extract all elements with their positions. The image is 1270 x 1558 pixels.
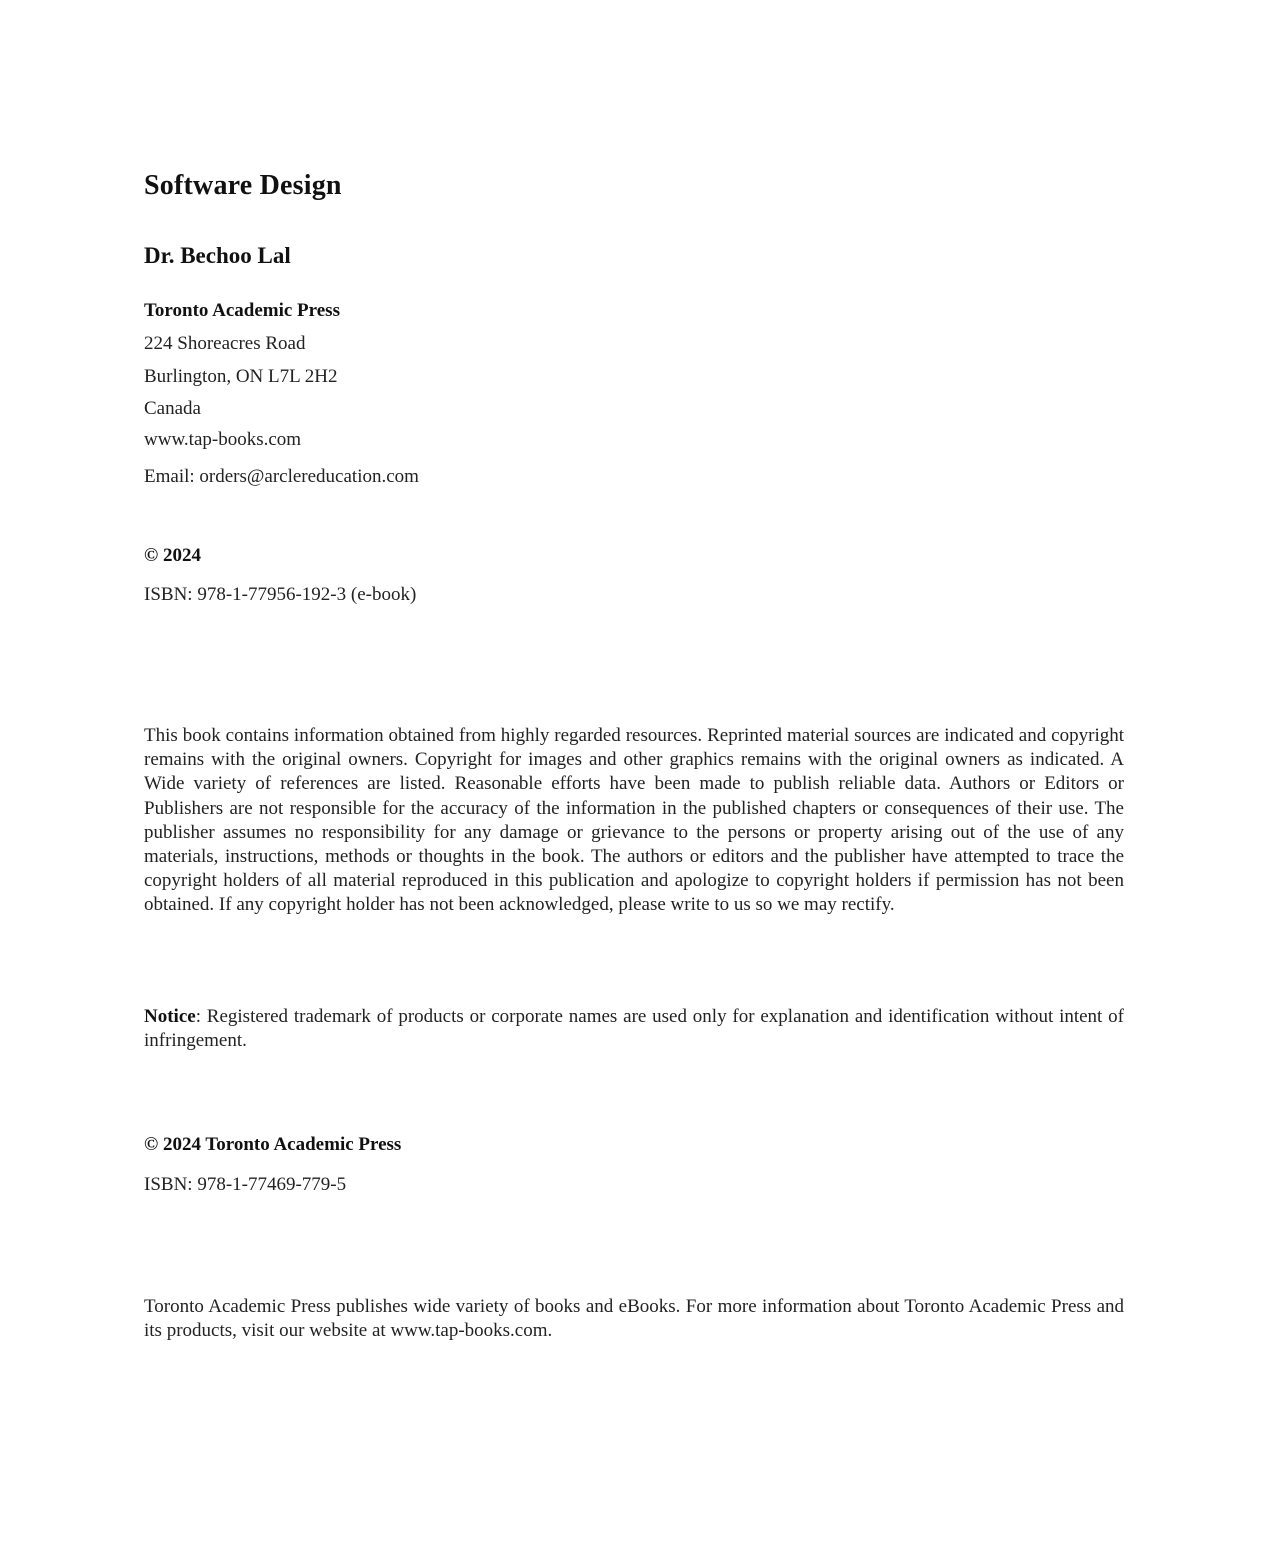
- book-title: Software Design: [144, 170, 342, 201]
- notice-label: Notice: [144, 1006, 196, 1027]
- ebook-copyright: © 2024: [144, 545, 201, 566]
- about-paragraph: Toronto Academic Press publishes wide variety of books and eBooks. For more information about Toronto Academic Press and its products, visit our website at www.tap-books.com.: [144, 1296, 1124, 1342]
- publisher-email: Email: orders@arclereducation.com: [144, 466, 419, 487]
- publisher-country: Canada: [144, 398, 201, 419]
- publisher-address-line1: 224 Shoreacres Road: [144, 333, 306, 354]
- print-copyright: © 2024 Toronto Academic Press: [144, 1134, 402, 1155]
- publisher-website: www.tap-books.com: [144, 429, 302, 450]
- disclaimer-paragraph: This book contains information obtained from highly regarded resources. Reprinted material sources are indicated and copyright remains with the original owners. Copyright for images and other graphics remains with the original owners as indicated. A Wide variety of references are listed. Reasonable efforts have been made to publish reliable data. Authors or Editors or Publishers are not responsible for the accuracy of the information in the published chapters or consequences of their use. The publisher assumes no responsibility for any damage or grievance to the persons or property arising out of the use of any materials, instructions, methods or thoughts in the book. The authors or editors and the publisher have attempted to trace the copyright holders of all material reproduced in this publication and apologize to copyright holders if permission has not been obtained. If any copyright holder has not been acknowledged, please write to us so we may rectify.: [144, 725, 1124, 916]
- publisher-name: Toronto Academic Press: [144, 300, 340, 321]
- notice-paragraph: [144, 1005, 1124, 1053]
- print-isbn: ISBN: 978-1-77469-779-5: [144, 1174, 347, 1195]
- notice-text: : Registered trademark of products or corporate names are used only for explanation and identification without intent of infringement.: [144, 1006, 1124, 1052]
- ebook-isbn: ISBN: 978-1-77956-192-3 (e-book): [144, 584, 417, 605]
- publisher-address-line2: Burlington, ON L7L 2H2: [144, 366, 338, 387]
- author-name: Dr. Bechoo Lal: [144, 243, 291, 268]
